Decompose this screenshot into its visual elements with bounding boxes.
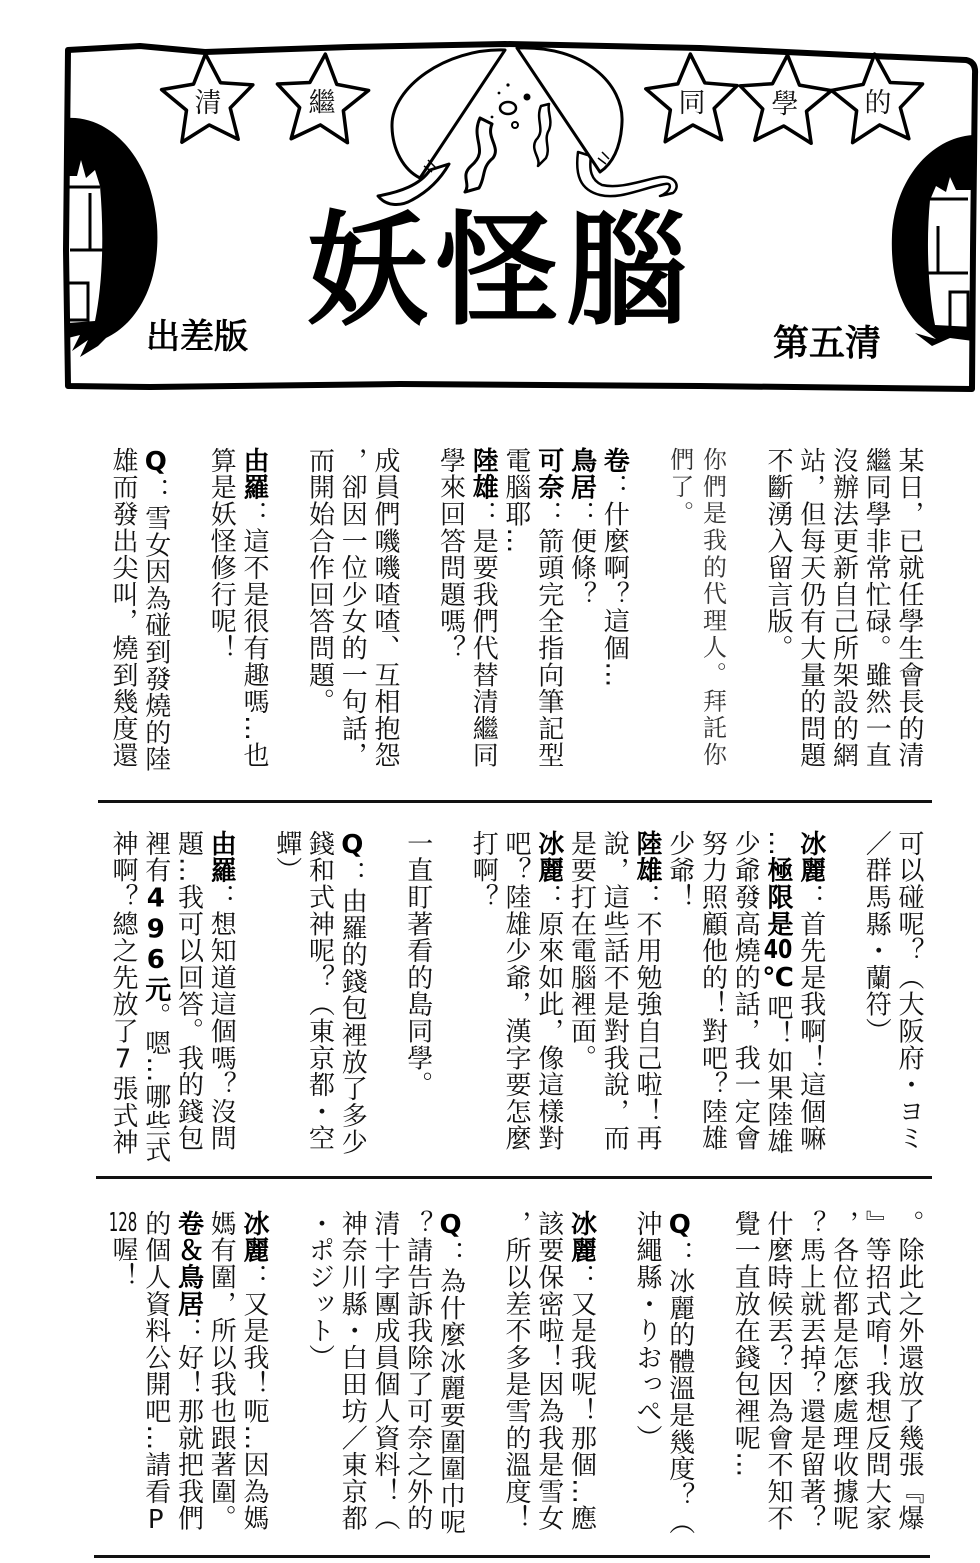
right-character-head-icon <box>892 135 973 346</box>
question-paragraph <box>106 447 172 782</box>
dialogue-paragraph <box>106 830 237 1165</box>
section-divider <box>94 1555 930 1558</box>
emphasis-text: 極限是 <box>763 856 793 938</box>
star-label: 的 <box>864 88 892 119</box>
star-label: 同 <box>678 88 706 119</box>
qa-section-3 <box>100 1210 925 1545</box>
speech-text: ：好！那就把我們 <box>173 1317 204 1532</box>
qa-section-2 <box>100 830 925 1165</box>
edition-label: 出差版 <box>146 317 248 357</box>
text-column: 沒辦法更新自己所架設的網 <box>828 447 859 769</box>
text-column <box>532 447 565 782</box>
text-column <box>172 1210 205 1545</box>
page-letter: P <box>140 1504 171 1536</box>
note-paragraph <box>663 447 729 782</box>
narration-paragraph <box>401 830 434 1165</box>
dialogue-paragraph <box>499 1210 597 1545</box>
text-column <box>761 830 794 1165</box>
speaker-name: 由羅 <box>206 830 237 884</box>
question-text: ：雪女因為碰到發燒的陸 <box>140 477 171 773</box>
text-column: 不斷湧入留言版。 <box>763 447 793 662</box>
text-column: 題…我可以回答。我的錢包 <box>173 830 204 1152</box>
text-column <box>467 447 500 782</box>
text-column: ・ポジット） <box>304 1210 335 1371</box>
dialogue-paragraph <box>106 1210 270 1545</box>
text-column <box>237 447 270 782</box>
narration-paragraph <box>761 447 925 782</box>
text-column <box>663 1210 696 1545</box>
speech-text: ：便條？ <box>566 500 597 608</box>
speech-text: ：這不是很有趣嗎…也 <box>239 500 269 769</box>
cracked-egg-icon <box>378 48 677 205</box>
text-column: ，卻因一位少女的一句話， <box>337 447 368 769</box>
page-title: 妖怪腦 <box>306 200 696 342</box>
speech-text: ：又是我呢！那個…應 <box>566 1263 597 1532</box>
speech-text: 喔！ <box>108 1236 138 1290</box>
speech-text: ：又是我！呃…因為媽 <box>239 1263 269 1532</box>
text-column: ，所以差不多是雪的溫度！ <box>501 1210 531 1532</box>
text-column: 成員們嘰嘰喳喳、互相抱怨 <box>370 447 400 769</box>
text-column <box>336 830 369 1165</box>
text-column <box>205 830 238 1165</box>
section-divider <box>98 800 932 803</box>
text-column: 』等招式唷！我想反問大家 <box>861 1210 892 1532</box>
speaker-name: 由羅 <box>239 447 269 501</box>
text-column: 說，這些話不是對我說，而 <box>599 830 630 1152</box>
text-column: ？馬上就丟掉？還是留著？ <box>795 1210 826 1532</box>
text-column: 繼同學非常忙碌。雖然一直 <box>861 447 892 769</box>
text-column: 該要保密啦！因為我是雪女 <box>533 1210 564 1532</box>
text-column <box>139 1210 172 1545</box>
left-character-head-icon <box>68 118 157 357</box>
text-column: 錢和式神呢？（東京都・空 <box>304 830 335 1152</box>
dialogue-paragraph <box>467 830 827 1165</box>
speech-text: 的個人資料公開吧…請看 <box>140 1210 171 1505</box>
text-column: 努力照顧他的！對吧？陸雄 <box>697 830 728 1152</box>
speaker-name: 鳥居 <box>566 447 597 501</box>
text-column <box>598 447 631 782</box>
text-column: 媽有圍，所以我也跟著圍。 <box>206 1210 237 1532</box>
speech-text: ：首先是我啊！這個嘛 <box>795 883 826 1152</box>
text-column <box>139 830 172 1165</box>
speaker-name: 冰麗 <box>566 1210 597 1264</box>
speech-text: 張式神 <box>108 1075 138 1156</box>
text-column: 少爺發高燒的話，我一定會 <box>730 830 761 1152</box>
text-column: 覺一直放在錢包裡呢… <box>730 1210 761 1478</box>
text-column <box>106 1210 139 1545</box>
narration-paragraph <box>303 447 401 782</box>
star-label: 學 <box>771 89 799 120</box>
speech-text: ：想知道這個嗎？沒問 <box>206 883 237 1152</box>
text-column: 蟬） <box>271 830 302 884</box>
text-column: ，各位都是怎麼處理收據呢 <box>828 1210 859 1532</box>
text-column <box>532 830 565 1165</box>
speaker-name: 卷＆鳥居 <box>173 1210 204 1318</box>
text-column: ／群馬縣・蘭符） <box>861 830 892 1045</box>
text-column <box>237 1210 270 1545</box>
question-marker: Q <box>435 1210 466 1241</box>
text-column: 吧？陸雄少爺，漢字要怎麼 <box>501 830 531 1152</box>
text-column: 沖繩縣・りおっぺ） <box>632 1210 662 1452</box>
question-text: ：由羅的錢包裡放了多少 <box>337 860 368 1156</box>
ellipsis: … <box>763 830 793 857</box>
speaker-name: 陸雄 <box>468 447 499 501</box>
text-column: 清十字團成員個人資料！（ <box>370 1210 400 1532</box>
text-column <box>434 1210 467 1545</box>
question-marker: Q <box>140 447 171 478</box>
text-column <box>630 830 663 1165</box>
text-column <box>565 1210 598 1545</box>
speech-text: 裡有 <box>140 830 171 884</box>
temperature-unit: ℃ <box>763 963 793 995</box>
text-column: 算是妖怪修行呢！ <box>206 447 237 662</box>
question-marker: Q <box>664 1210 695 1241</box>
text-column: 。除此之外還放了幾張『爆 <box>894 1210 924 1532</box>
text-column <box>794 830 827 1165</box>
text-column: 站，但每天仍有大量的問題 <box>795 447 826 769</box>
text-column: 神奈川縣・白田坊／東京都 <box>337 1210 368 1532</box>
count-value: 7 <box>108 1044 138 1076</box>
question-paragraph <box>303 1210 467 1545</box>
qa-section-1 <box>100 447 925 782</box>
text-column: 打啊？ <box>468 830 499 911</box>
question-text: ：冰麗的體溫是幾度？（ <box>664 1240 695 1536</box>
note-column: 你們是我的代理人。拜託你 <box>698 447 727 769</box>
text-column: ？請告訴我除了可奈之外的 <box>402 1210 433 1532</box>
speech-text: ：不用勉強自己啦！再 <box>632 883 662 1152</box>
text-column: 而開始合作回答問題。 <box>304 447 335 715</box>
star-label: 繼 <box>308 88 336 119</box>
question-paragraph <box>630 1210 696 1545</box>
text-column: 一直盯著看的島同學。 <box>402 830 433 1098</box>
chapter-label: 第五清 <box>773 323 882 364</box>
question-marker: Q <box>337 830 368 861</box>
speech-text: 吧！如果陸雄 <box>763 994 793 1155</box>
page-number: 128 <box>108 1210 138 1236</box>
section-divider <box>96 1176 932 1179</box>
dialogue-paragraph <box>434 447 631 782</box>
temperature-value: 40 <box>763 937 793 964</box>
text-column: 是要打在電腦裡面。 <box>566 830 597 1072</box>
dialogue-paragraph <box>729 1210 926 1545</box>
speaker-name: 可奈 <box>533 447 564 501</box>
text-column: 雄而發出尖叫，燒到幾度還 <box>108 447 138 769</box>
speaker-name: 冰麗 <box>239 1210 269 1264</box>
speaker-name: 卷 <box>599 447 630 474</box>
text-column <box>139 447 172 782</box>
text-column: 什麼時候丟？因為會不知不 <box>763 1210 793 1532</box>
text-column: 可以碰呢？（大阪府・ヨミ <box>894 830 924 1152</box>
speech-text: ：什麼啊？這個… <box>599 473 630 689</box>
dialogue-paragraph <box>205 447 271 782</box>
speech-text: 。嗯…哪些式 <box>140 1002 171 1164</box>
text-column: 某日，已就任學生會長的清 <box>894 447 924 769</box>
speech-text: ：箭頭完全指向筆記型 <box>533 500 564 769</box>
text-column <box>106 830 139 1165</box>
star-label: 清 <box>194 88 222 119</box>
question-paragraph <box>860 830 926 1165</box>
question-paragraph <box>270 830 368 1165</box>
text-column: 少爺！ <box>664 830 695 911</box>
text-column: 學來回答問題嗎？ <box>435 447 466 662</box>
note-column: 們了。 <box>665 447 694 528</box>
speaker-name: 冰麗 <box>795 830 826 884</box>
text-column: 電腦耶… <box>501 447 531 555</box>
money-amount: 496 <box>140 883 171 977</box>
text-column <box>565 447 598 782</box>
speech-text: ：原來如此，像這樣對 <box>533 883 564 1152</box>
speaker-name: 冰麗 <box>533 830 564 884</box>
speech-text: ：是要我們代替清繼同 <box>468 500 499 769</box>
speech-text: 神啊？總之先放了 <box>108 830 138 1045</box>
question-text: ：為什麼冰麗要圍圍巾呢 <box>435 1240 466 1536</box>
currency-unit: 元 <box>140 976 171 1003</box>
speaker-name: 陸雄 <box>632 830 662 884</box>
